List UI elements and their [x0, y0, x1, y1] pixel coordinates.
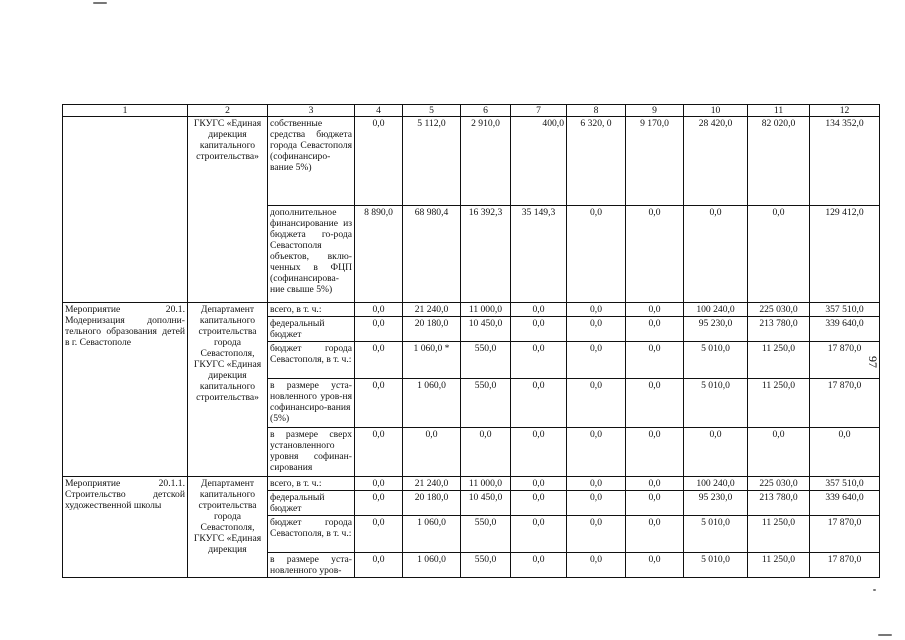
- value-cell: 16 392,3: [461, 206, 511, 303]
- scan-speck: [93, 2, 107, 4]
- value-cell: 0,0: [626, 491, 684, 516]
- value-cell: 11 000,0: [461, 477, 511, 491]
- header-cell: 1: [63, 105, 188, 117]
- value-cell: 0,0: [461, 428, 511, 477]
- value-cell: 95 230,0: [684, 491, 748, 516]
- value-cell: 0,0: [355, 379, 403, 428]
- measure-cell: Мероприятие 20.1.1. Строительство детской художественной школы: [63, 477, 188, 578]
- value-cell: 28 420,0: [684, 117, 748, 206]
- value-cell: 400,0: [511, 117, 567, 206]
- value-cell: 5 112,0: [403, 117, 461, 206]
- value-cell: 68 980,4: [403, 206, 461, 303]
- value-cell: 0,0: [567, 206, 626, 303]
- executor-cell: Департамент капитального строительства города Севастополя, ГКУГС «Единая дирекция капитального строительства»: [188, 303, 268, 477]
- value-cell: 225 030,0: [748, 303, 810, 317]
- value-cell: 17 870,0: [810, 342, 880, 379]
- executor-cell: Департамент капитального строительства города Севастополя, ГКУГС «Единая дирекция: [188, 477, 268, 578]
- header-cell: 11: [748, 105, 810, 117]
- value-cell: 11 250,0: [748, 342, 810, 379]
- measure-cell: [63, 117, 188, 303]
- value-cell: 0,0: [626, 516, 684, 553]
- header-cell: 9: [626, 105, 684, 117]
- value-cell: 21 240,0: [403, 477, 461, 491]
- measure-cell: Мероприятие 20.1. Модернизация дополни-тельного образования детей в г. Севастополе: [63, 303, 188, 477]
- value-cell: 0,0: [567, 516, 626, 553]
- value-cell: 550,0: [461, 342, 511, 379]
- value-cell: 0,0: [626, 553, 684, 578]
- value-cell: 0,0: [355, 117, 403, 206]
- table-row: [63, 303, 880, 317]
- value-cell: 2 910,0: [461, 117, 511, 206]
- page-number: 97: [866, 356, 880, 368]
- value-cell: 134 352,0: [810, 117, 880, 206]
- source-cell: федеральный бюджет: [268, 317, 355, 342]
- budget-table: [62, 104, 880, 578]
- value-cell: 0,0: [355, 428, 403, 477]
- value-cell: 339 640,0: [810, 317, 880, 342]
- value-cell: 17 870,0: [810, 379, 880, 428]
- value-cell: 0,0: [511, 317, 567, 342]
- header-cell: 12: [810, 105, 880, 117]
- value-cell: 0,0: [567, 491, 626, 516]
- header-cell: 10: [684, 105, 748, 117]
- value-cell: 20 180,0: [403, 317, 461, 342]
- source-cell: бюджет города Севастополя, в т. ч.:: [268, 516, 355, 553]
- value-cell: 357 510,0: [810, 477, 880, 491]
- value-cell: 0,0: [567, 379, 626, 428]
- value-cell: 0,0: [355, 491, 403, 516]
- value-cell: 0,0: [511, 428, 567, 477]
- value-cell: 339 640,0: [810, 491, 880, 516]
- value-cell: 0,0: [567, 303, 626, 317]
- executor-cell: ГКУГС «Единая дирекция капитального строительства»: [188, 117, 268, 303]
- value-cell: 0,0: [567, 317, 626, 342]
- value-cell: 550,0: [461, 379, 511, 428]
- value-cell: 0,0: [567, 342, 626, 379]
- value-cell: 35 149,3: [511, 206, 567, 303]
- source-cell: всего, в т. ч.:: [268, 303, 355, 317]
- header-cell: 3: [268, 105, 355, 117]
- value-cell: 11 250,0: [748, 516, 810, 553]
- source-cell: в размере уста-новленного уров-ня софинансиро-вания (5%): [268, 379, 355, 428]
- value-cell: 5 010,0: [684, 553, 748, 578]
- value-cell: 0,0: [355, 317, 403, 342]
- value-cell: 11 250,0: [748, 553, 810, 578]
- header-cell: 5: [403, 105, 461, 117]
- value-cell: 0,0: [626, 206, 684, 303]
- value-cell: 213 780,0: [748, 317, 810, 342]
- value-cell: 0,0: [511, 379, 567, 428]
- value-cell: 0,0: [355, 342, 403, 379]
- value-cell: 0,0: [355, 477, 403, 491]
- value-cell: 0,0: [567, 428, 626, 477]
- table-row: [63, 117, 880, 206]
- value-cell: 0,0: [626, 303, 684, 317]
- value-cell: 11 250,0: [748, 379, 810, 428]
- value-cell: 0,0: [626, 342, 684, 379]
- value-cell: 1 060,0: [403, 379, 461, 428]
- value-cell: 0,0: [684, 206, 748, 303]
- value-cell: 0,0: [626, 428, 684, 477]
- value-cell: 129 412,0: [810, 206, 880, 303]
- header-cell: 4: [355, 105, 403, 117]
- value-cell: 213 780,0: [748, 491, 810, 516]
- value-cell: 82 020,0: [748, 117, 810, 206]
- header-cell: 8: [567, 105, 626, 117]
- value-cell: 10 450,0: [461, 491, 511, 516]
- value-cell: 100 240,0: [684, 477, 748, 491]
- value-cell: 0,0: [511, 342, 567, 379]
- value-cell: 550,0: [461, 553, 511, 578]
- source-cell: федеральный бюджет: [268, 491, 355, 516]
- value-cell: 17 870,0: [810, 553, 880, 578]
- value-cell: 0,0: [748, 428, 810, 477]
- value-cell: 5 010,0: [684, 516, 748, 553]
- header-cell: 2: [188, 105, 268, 117]
- source-cell: бюджет города Севастополя, в т. ч.:: [268, 342, 355, 379]
- value-cell: 20 180,0: [403, 491, 461, 516]
- header-row: [63, 105, 880, 117]
- scan-speck: [873, 589, 876, 591]
- value-cell: 5 010,0: [684, 379, 748, 428]
- value-cell: 95 230,0: [684, 317, 748, 342]
- value-cell: 100 240,0: [684, 303, 748, 317]
- value-cell: 0,0: [626, 477, 684, 491]
- value-cell: 8 890,0: [355, 206, 403, 303]
- value-cell: 0,0: [626, 379, 684, 428]
- value-cell: 0,0: [511, 516, 567, 553]
- value-cell: 0,0: [355, 553, 403, 578]
- value-cell: 0,0: [511, 553, 567, 578]
- source-cell: в размере сверх установленного уровня софинан-сирования: [268, 428, 355, 477]
- value-cell: 0,0: [511, 303, 567, 317]
- value-cell: 5 010,0: [684, 342, 748, 379]
- header-cell: 6: [461, 105, 511, 117]
- value-cell: 550,0: [461, 516, 511, 553]
- value-cell: 0,0: [355, 303, 403, 317]
- source-cell: собственные средства бюджета города Севастополя (софинансиро-вание 5%): [268, 117, 355, 206]
- value-cell: 9 170,0: [626, 117, 684, 206]
- value-cell: 0,0: [684, 428, 748, 477]
- value-cell: 0,0: [810, 428, 880, 477]
- source-cell: в размере уста-новленного уров-: [268, 553, 355, 578]
- value-cell: 0,0: [567, 553, 626, 578]
- value-cell: 0,0: [511, 491, 567, 516]
- value-cell: 0,0: [748, 206, 810, 303]
- table-row: [63, 477, 880, 491]
- value-cell: 0,0: [626, 317, 684, 342]
- value-cell: 0,0: [511, 477, 567, 491]
- header-cell: 7: [511, 105, 567, 117]
- value-cell: 0,0: [355, 516, 403, 553]
- value-cell: 1 060,0: [403, 553, 461, 578]
- value-cell: 21 240,0: [403, 303, 461, 317]
- value-cell: 11 000,0: [461, 303, 511, 317]
- value-cell: 357 510,0: [810, 303, 880, 317]
- value-cell: 225 030,0: [748, 477, 810, 491]
- value-cell: 17 870,0: [810, 516, 880, 553]
- value-cell: 0,0: [403, 428, 461, 477]
- scan-speck: [878, 634, 892, 636]
- value-cell: 0,0: [567, 477, 626, 491]
- source-cell: дополнительное финансирование из бюджета го-рода Севастополя объектов, вклю-ченных в ФЦП (софинансирова-ние свыше 5%): [268, 206, 355, 303]
- value-cell: 1 060,0 *: [403, 342, 461, 379]
- value-cell: 10 450,0: [461, 317, 511, 342]
- value-cell: 1 060,0: [403, 516, 461, 553]
- value-cell: 6 320, 0: [567, 117, 626, 206]
- source-cell: всего, в т. ч.:: [268, 477, 355, 491]
